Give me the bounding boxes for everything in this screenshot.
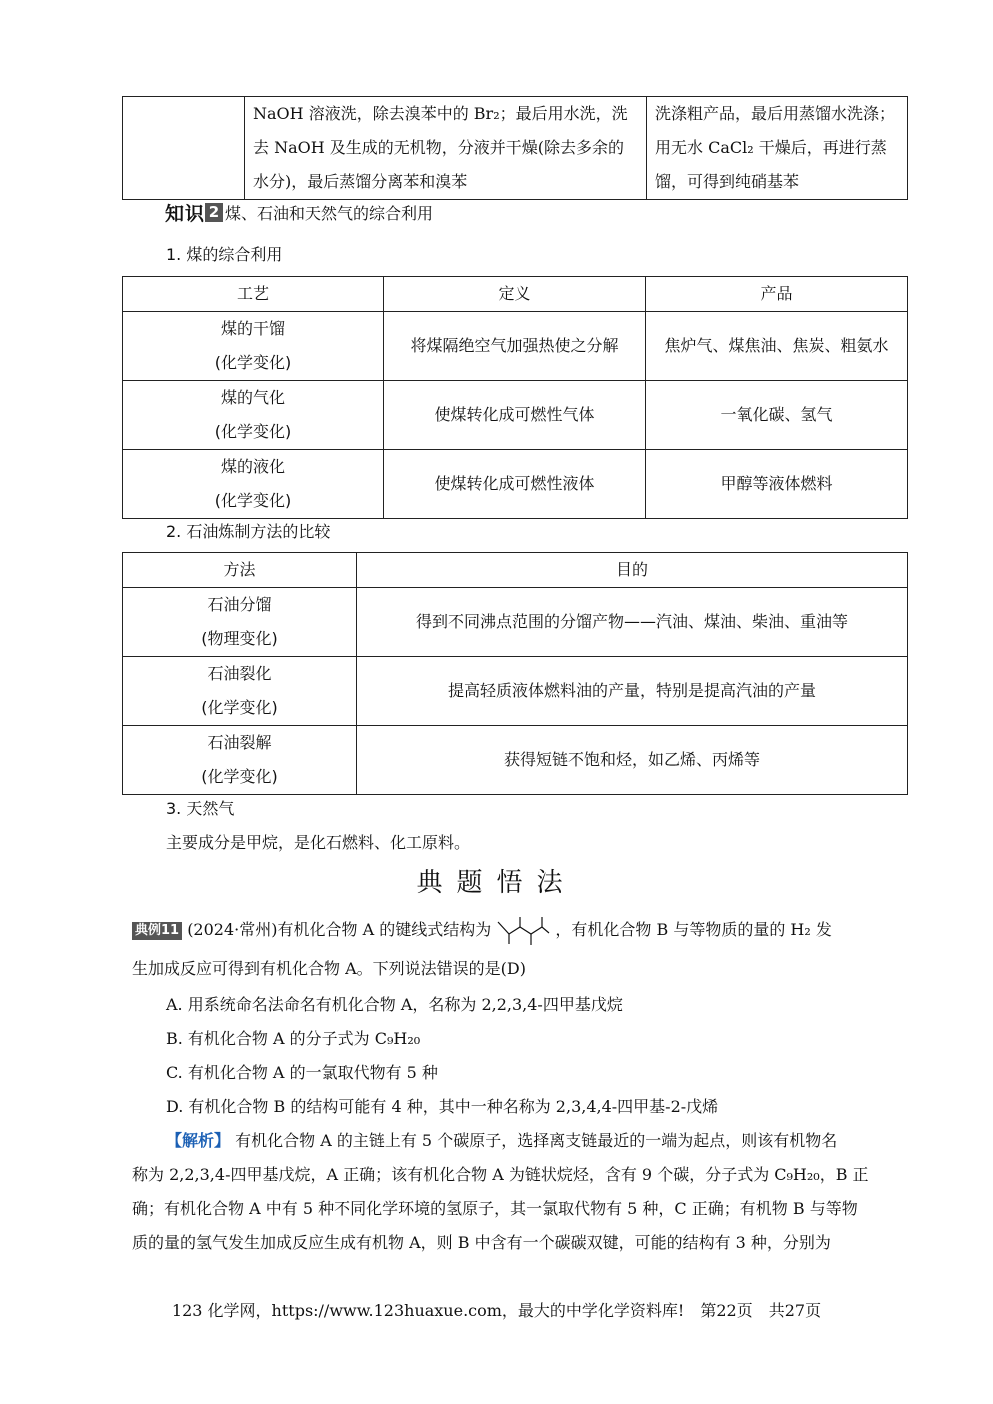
- table-row: [123, 588, 908, 657]
- example-stem-b: ，有机化合物 B 与等物质的量的 H₂ 发: [555, 920, 832, 939]
- table-row: [123, 381, 908, 450]
- coal-header-definition: 定义: [384, 277, 646, 312]
- process-cell: [123, 381, 384, 450]
- change-type: (物理变化): [201, 629, 278, 648]
- oil-heading: 2. 石油炼制方法的比较: [166, 522, 331, 541]
- analysis-text: 有机化合物 A 的主链上有 5 个碳原子，选择离支链最近的一端为起点，则该有机物名: [235, 1131, 838, 1150]
- oil-table: [122, 552, 908, 795]
- process-name: 煤的气化: [220, 388, 285, 407]
- change-type: (化学变化): [201, 698, 278, 717]
- method-name: 石油分馏: [207, 595, 272, 614]
- purpose-cell: 得到不同沸点范围的分馏产物——汽油、煤油、柴油、重油等: [357, 588, 908, 657]
- process-name: 煤的干馏: [220, 319, 285, 338]
- example-stem-line1: [132, 913, 904, 947]
- knowledge-title: 煤、石油和天然气的综合利用: [225, 203, 434, 223]
- definition-cell: 将煤隔绝空气加强热使之分解: [384, 312, 646, 381]
- example-tag: 典例11: [132, 922, 182, 940]
- oil-header-purpose: 目的: [357, 553, 908, 588]
- definition-cell: 使煤转化成可燃性液体: [384, 450, 646, 519]
- option-c: C. 有机化合物 A 的一氯取代物有 5 种: [166, 1063, 438, 1082]
- table-row: [123, 450, 908, 519]
- gas-heading: 3. 天然气: [166, 799, 235, 818]
- knowledge-heading: [165, 200, 433, 224]
- coal-header-product: 产品: [646, 277, 908, 312]
- bromobenzene-purification-cell: NaOH 溶液洗，除去溴苯中的 Br₂；最后用水洗，洗去 NaOH 及生成的无机物，分液并干燥(除去多余的水分)，最后蒸馏分离苯和溴苯: [245, 97, 647, 200]
- analysis-tag: 【解析】: [166, 1131, 231, 1150]
- method-cell: [123, 588, 357, 657]
- table-row: [123, 657, 908, 726]
- change-type: (化学变化): [214, 491, 292, 510]
- section-title: 典题悟法: [416, 868, 577, 898]
- method-name: 石油裂化: [207, 664, 272, 683]
- skeletal-structure-image: [496, 916, 550, 946]
- analysis-line4: 质的量的氢气发生加成反应生成有机物 A，则 B 中含有一个碳碳双键，可能的结构有 3 种，分别为: [132, 1233, 831, 1252]
- example-stem-a: (2024·常州)有机化合物 A 的键线式结构为: [187, 920, 492, 939]
- method-name: 石油裂解: [207, 733, 272, 752]
- gas-text: 主要成分是甲烷，是化石燃料、化工原料。: [166, 833, 471, 852]
- knowledge-label: 知识: [165, 202, 206, 225]
- coal-heading: 1. 煤的综合利用: [166, 245, 283, 264]
- coal-header-process: 工艺: [123, 277, 384, 312]
- process-name: 煤的液化: [220, 457, 285, 476]
- definition-cell: 使煤转化成可燃性气体: [384, 381, 646, 450]
- process-cell: [123, 312, 384, 381]
- oil-header-method: 方法: [123, 553, 357, 588]
- option-b: B. 有机化合物 A 的分子式为 C₉H₂₀: [166, 1029, 421, 1048]
- option-d: D. 有机化合物 B 的结构可能有 4 种，其中一种名称为 2,3,4,4-四甲基-2-戊烯: [166, 1097, 719, 1116]
- purpose-cell: 提高轻质液体燃料油的产量，特别是提高汽油的产量: [357, 657, 908, 726]
- table-row: [123, 312, 908, 381]
- coal-table: [122, 276, 908, 519]
- option-a: A. 用系统命名法命名有机化合物 A，名称为 2,2,3,4-四甲基戊烷: [166, 995, 623, 1014]
- empty-cell: [123, 97, 245, 200]
- table-row: [123, 726, 908, 795]
- example-stem-c: 生加成反应可得到有机化合物 A。下列说法错误的是(D): [132, 959, 526, 978]
- product-cell: 一氧化碳、氢气: [646, 381, 908, 450]
- product-cell: 焦炉气、煤焦油、焦炭、粗氨水: [646, 312, 908, 381]
- product-cell: 甲醇等液体燃料: [646, 450, 908, 519]
- change-type: (化学变化): [214, 422, 292, 441]
- knowledge-number-badge: 2: [205, 203, 223, 222]
- nitrobenzene-purification-cell: 洗涤粗产品，最后用蒸馏水洗涤；用无水 CaCl₂ 干燥后，再进行蒸馏，可得到纯硝基苯: [647, 97, 908, 200]
- process-cell: [123, 450, 384, 519]
- analysis-line3: 确；有机化合物 A 中有 5 种不同化学环境的氢原子，其一氯取代物有 5 种，C 正确；有机物 B 与等物: [132, 1199, 858, 1218]
- method-cell: [123, 657, 357, 726]
- continuation-table: [122, 96, 908, 200]
- method-cell: [123, 726, 357, 795]
- purpose-cell: 获得短链不饱和烃，如乙烯、丙烯等: [357, 726, 908, 795]
- analysis-line1: [132, 1124, 904, 1158]
- change-type: (化学变化): [201, 767, 278, 786]
- change-type: (化学变化): [214, 353, 292, 372]
- page-footer: 123 化学网，https://www.123huaxue.com，最大的中学化学资料库! 第22页 共27页: [171, 1301, 822, 1320]
- analysis-line2: 称为 2,2,3,4-四甲基戊烷，A 正确；该有机化合物 A 为链状烷烃，含有 9 个碳，分子式为 C₉H₂₀，B 正: [132, 1165, 869, 1184]
